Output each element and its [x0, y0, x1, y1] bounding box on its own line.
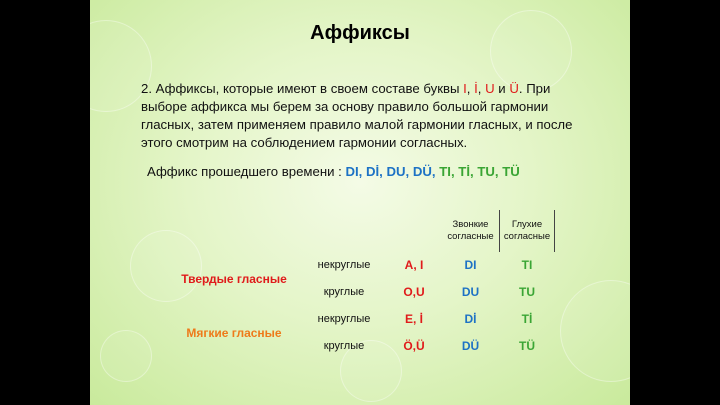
group-hard-vowels: Твердые гласные [181, 271, 287, 286]
conjunction: и [494, 81, 510, 96]
paragraph-prefix: 2. Аффиксы, которые имеют в своем составе буквы [141, 81, 464, 96]
vowels-cell: O,U [403, 285, 425, 299]
voiceless-affix: TÜ [519, 339, 535, 353]
background-bubble [560, 280, 630, 382]
slide-title: Аффиксы [310, 22, 410, 44]
past-affix-voiceless: TI, Tİ, TU, TÜ [439, 164, 520, 179]
slide [90, 0, 630, 405]
voiceless-affix: Tİ [521, 312, 533, 326]
letter-u-umlaut: Ü [509, 81, 519, 96]
voiced-affix: DU [461, 285, 480, 299]
table-header-row [167, 211, 555, 252]
background-bubble [100, 330, 152, 382]
vowel-type: круглые [323, 340, 365, 352]
voiceless-affix: TU [519, 285, 535, 299]
paragraph-rest: . При выборе аффикса мы берем за основу правило большой гармонии гласных, затем применяем правило малой гармонии гласных, и после этого смотрим на соблюдением гармонии согласных. [141, 81, 573, 150]
vowel-type: некруглые [317, 259, 371, 271]
rule-paragraph [141, 80, 591, 152]
header-voiced: Звонкие согласные [442, 211, 500, 252]
group-soft-vowels: Мягкие гласные [186, 325, 282, 340]
separator: , [466, 81, 475, 96]
vowels-cell: E, İ [404, 312, 423, 326]
letter-u: U [485, 81, 495, 96]
table-row [167, 252, 555, 279]
letter-i: I [463, 81, 467, 96]
empty-cell [387, 211, 442, 252]
table-row [167, 306, 555, 333]
past-affix-line [147, 164, 520, 179]
header-voiceless: Глухие согласные [500, 211, 555, 252]
voiced-affix: DI [464, 258, 477, 272]
empty-cell [302, 211, 387, 252]
voiceless-affix: TI [521, 258, 533, 272]
past-affix-voiced: DI, Dİ, DU, DÜ [345, 164, 432, 179]
voiced-affix: Dİ [464, 312, 477, 326]
vowel-type: круглые [323, 286, 365, 298]
past-affix-label: Аффикс прошедшего времени : [147, 164, 346, 179]
vowels-cell: Ö,Ü [403, 339, 425, 353]
voiced-affix: DÜ [461, 339, 480, 353]
vowel-type: некруглые [317, 313, 371, 325]
letter-i-dot: İ [474, 81, 478, 96]
empty-cell [167, 211, 302, 252]
separator: , [477, 81, 486, 96]
past-affix-sep: , [431, 164, 440, 179]
affix-table [166, 210, 555, 360]
vowels-cell: A, I [404, 258, 424, 272]
